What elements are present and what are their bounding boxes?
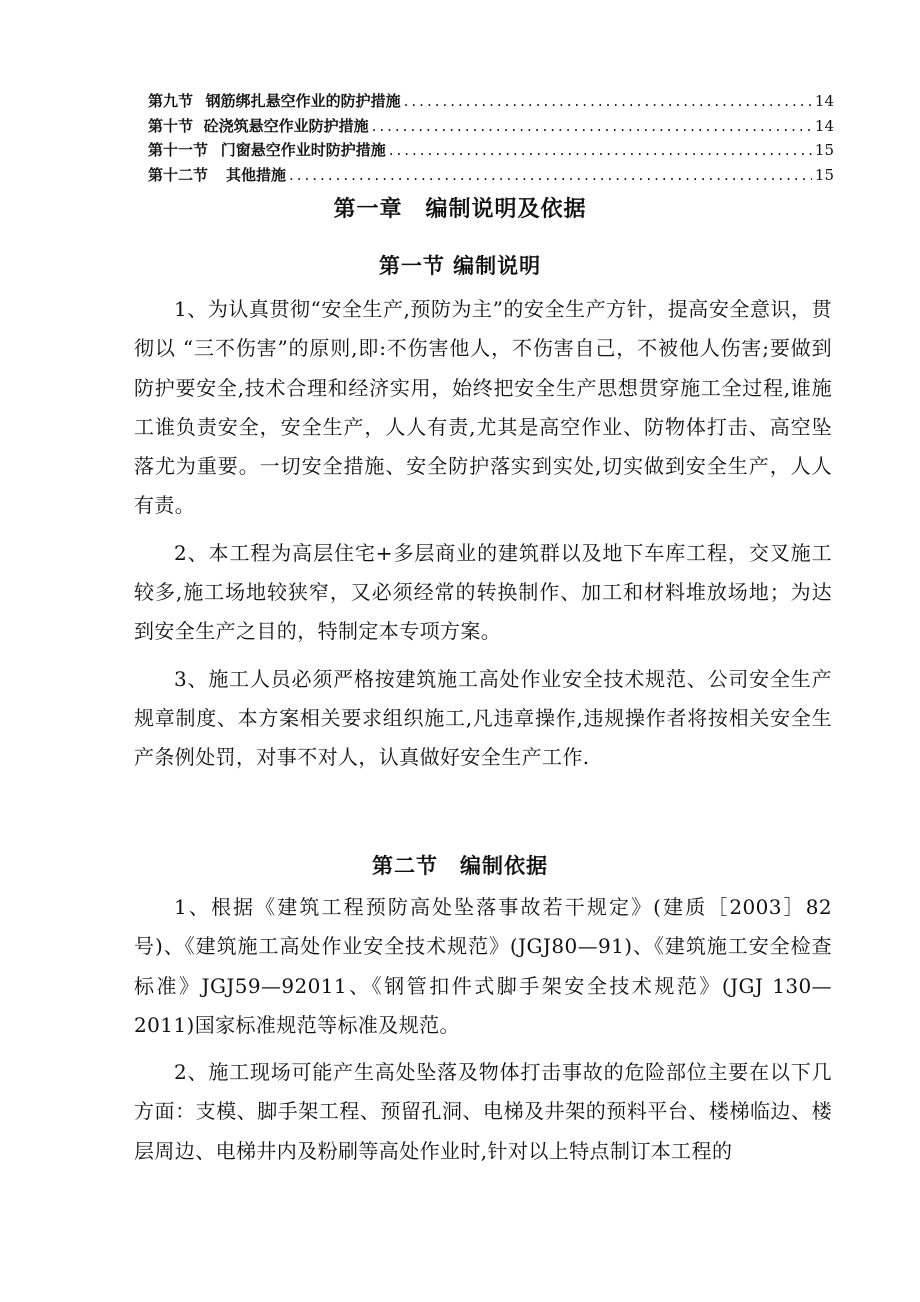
paragraph: 1、根据《建筑工程预防高处坠落事故若干规定》(建质［2003］82号)、《建筑施工高处作业安全技术规范》(JGJ80—91)、《建筑施工安全检查标准》JGJ59—92011、《钢管扣件式脚手架安全技术规范》(JGJ 130—2011)国家标准规范等标准及规范。 xyxy=(134,895,832,1037)
section-body xyxy=(134,290,832,778)
toc-leader-dots xyxy=(372,117,812,135)
toc-leader-dots xyxy=(404,92,812,110)
toc-page-number: 15 xyxy=(814,165,834,184)
toc-section-number: 第九节 xyxy=(148,92,194,110)
paragraph: 2、施工现场可能产生高处坠落及物体打击事故的危险部位主要在以下几方面：支模、脚手架工程、预留孔洞、电梯及井架的预料平台、楼梯临边、楼层周边、电梯井内及粉刷等高处作业时,针对以上特点制订本工程的 xyxy=(134,1060,832,1163)
toc-leader-dots xyxy=(289,166,812,184)
toc-entry[interactable] xyxy=(148,164,834,189)
chapter-title: 第一章 编制说明及依据 xyxy=(333,197,587,222)
toc-leader-dots xyxy=(389,141,812,159)
toc-title: 门窗悬空作业时防护措施 xyxy=(220,141,386,159)
toc-page-number: 14 xyxy=(814,116,834,135)
toc-entry[interactable] xyxy=(148,139,834,164)
toc-title: 钢筋绑扎悬空作业的防护措施 xyxy=(205,92,401,110)
toc-section-number: 第十节 xyxy=(148,116,194,135)
paragraph: 1、为认真贯彻“安全生产,预防为主”的安全生产方针，提高安全意识，贯彻以 “三不伤害”的原则,即:不伤害他人，不伤害自己，不被他人伤害;要做到防护要安全,技术合理和经济实用，始终把安全生产思想贯穿施工全过程,谁施工谁负责安全，安全生产，人人有责,尤其是高空作业、防物体打击、高空坠落尤为重要。一切安全措施、安全防护落实到实处,切实做到安全生产，人人有责。 xyxy=(134,297,832,518)
section-heading: 第一节 编制说明 xyxy=(378,254,542,278)
toc-title: 砼浇筑悬空作业防护措施 xyxy=(203,116,369,135)
section-body xyxy=(134,888,832,1171)
toc-section-number: 第十一节 xyxy=(148,141,209,159)
toc-entry[interactable] xyxy=(148,115,834,140)
table-of-contents xyxy=(148,90,834,188)
toc-section-number: 第十二节 xyxy=(148,165,209,184)
toc-title: 其他措施 xyxy=(225,165,286,184)
toc-entry[interactable] xyxy=(148,90,834,115)
toc-page-number: 14 xyxy=(814,92,834,110)
section-heading: 第二节 编制依据 xyxy=(372,854,548,878)
toc-page-number: 15 xyxy=(814,141,834,159)
paragraph: 3、施工人员必须严格按建筑施工高处作业安全技术规范、公司安全生产规章制度、本方案相关要求组织施工,凡违章操作,违规操作者将按相关安全生产条例处罚，对事不对人，认真做好安全生产工作. xyxy=(134,666,832,770)
paragraph: 2、本工程为高层住宅+多层商业的建筑群以及地下车库工程，交叉施工较多,施工场地较狭窄，又必须经常的转换制作、加工和材料堆放场地；为达到安全生产之目的，特制定本专项方案。 xyxy=(134,540,832,644)
